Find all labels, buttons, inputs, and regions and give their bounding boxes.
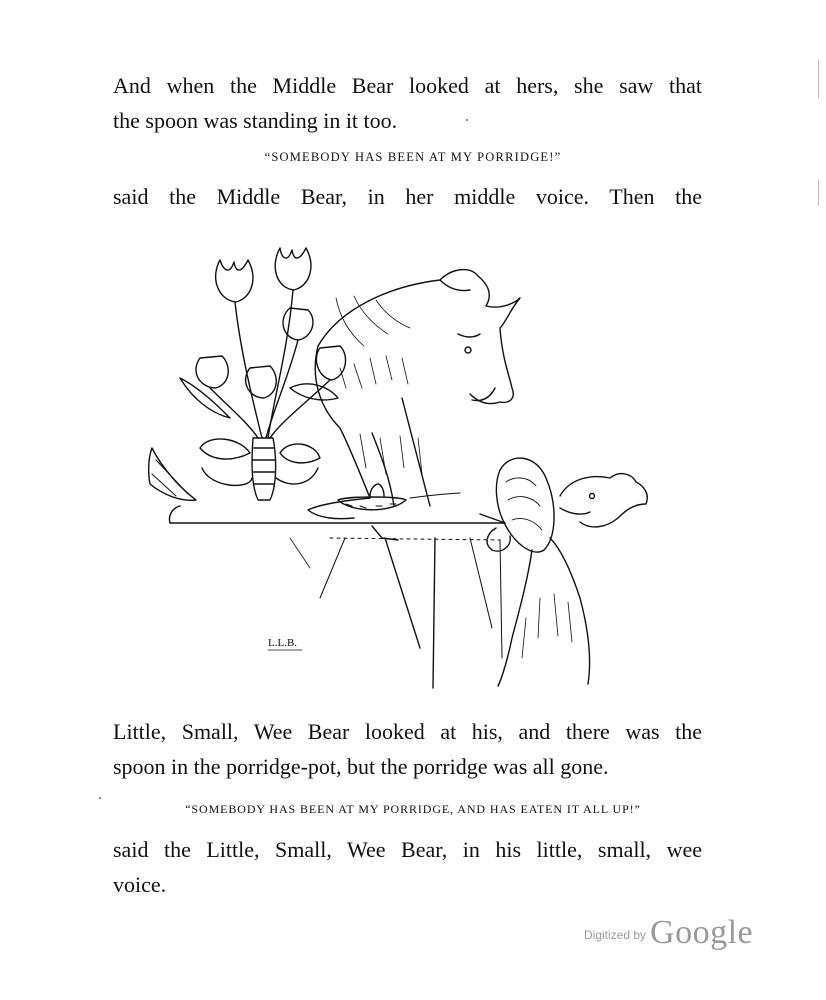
text-line-5: spoon in the porridge-pot, but the porridge was all gone. — [113, 754, 609, 779]
text-line-7: voice. — [113, 872, 167, 897]
quote-middle-bear: “SOMEBODY HAS BEEN AT MY PORRIDGE!” — [264, 150, 562, 164]
watermark-brand: Google — [650, 914, 754, 951]
illustration — [140, 238, 680, 690]
text-line-2: the spoon was standing in it too. — [113, 108, 398, 133]
margin-mark-mid — [818, 180, 819, 206]
quote-little-bear: “SOMEBODY HAS BEEN AT MY PORRIDGE, AND HAS EATEN IT ALL UP!” — [185, 802, 641, 816]
text-line-4: Little, Small, Wee Bear looked at his, and there was the — [113, 719, 702, 744]
watermark-prefix: Digitized by — [584, 928, 647, 942]
text-line-6: said the Little, Small, Wee Bear, in his little, small, wee — [113, 837, 702, 862]
dish-drawing — [149, 448, 196, 500]
text-line-3: said the Middle Bear, in her middle voice. Then the — [113, 184, 702, 209]
illustration-signature: L.L.B. — [268, 637, 298, 649]
table-drawing — [169, 506, 505, 688]
margin-mark-top — [818, 60, 819, 98]
little-bear-drawing — [487, 458, 647, 686]
middle-bear-drawing — [308, 270, 520, 519]
tulip-vase-drawing — [180, 248, 346, 500]
porridge-bowl-drawing — [338, 484, 460, 510]
digitized-by-watermark — [584, 914, 753, 952]
text-line-1: And when the Middle Bear looked at hers, she saw that — [113, 73, 702, 98]
ink-speck — [99, 797, 101, 799]
